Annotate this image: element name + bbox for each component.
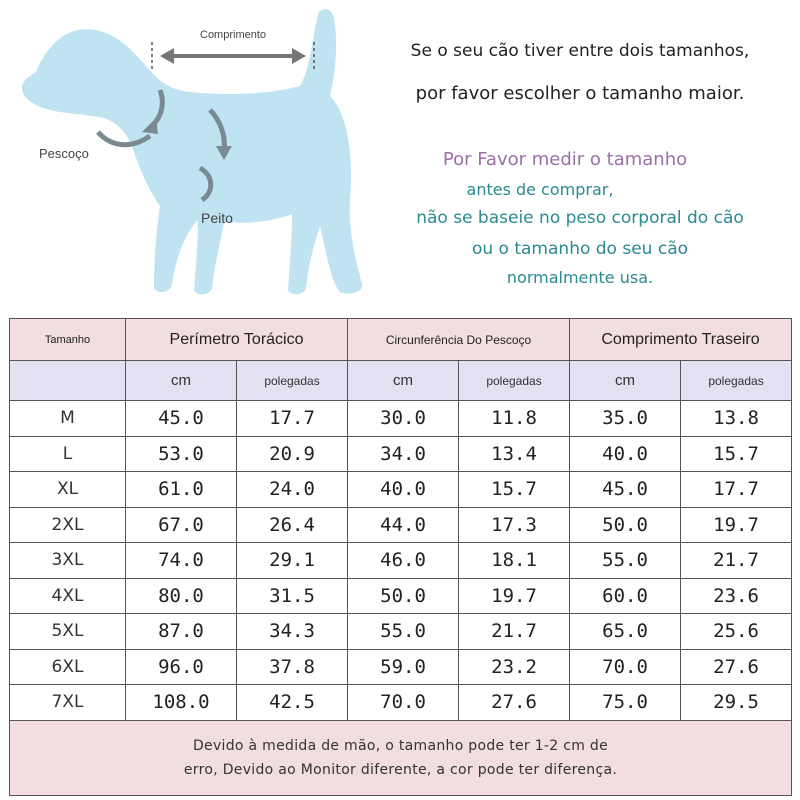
value-cell: 17.3 bbox=[459, 507, 570, 543]
value-cell: 50.0 bbox=[348, 578, 459, 614]
value-cell: 35.0 bbox=[570, 401, 681, 437]
value-cell: 61.0 bbox=[126, 472, 237, 508]
size-cell: 2XL bbox=[10, 507, 126, 543]
size-chart-table bbox=[9, 318, 792, 796]
value-cell: 40.0 bbox=[348, 472, 459, 508]
disclaimer-text bbox=[10, 720, 792, 795]
dog-measurement-diagram bbox=[0, 0, 380, 310]
value-cell: 45.0 bbox=[126, 401, 237, 437]
value-cell: 23.6 bbox=[681, 578, 792, 614]
value-cell: 60.0 bbox=[570, 578, 681, 614]
disclaimer-line-1: Devido à medida de mão, o tamanho pode ter 1-2 cm de bbox=[192, 737, 609, 754]
value-cell: 42.5 bbox=[237, 685, 348, 721]
value-cell: 17.7 bbox=[681, 472, 792, 508]
measure-note-4: normalmente usa. bbox=[506, 268, 654, 287]
value-cell: 18.1 bbox=[459, 543, 570, 579]
value-cell: 19.7 bbox=[459, 578, 570, 614]
unit-inches: polegadas bbox=[681, 361, 792, 401]
size-cell: 7XL bbox=[10, 685, 126, 721]
table-row bbox=[10, 436, 792, 472]
size-cell: 5XL bbox=[10, 614, 126, 650]
unit-header-row bbox=[10, 361, 792, 401]
table-row bbox=[10, 614, 792, 650]
value-cell: 65.0 bbox=[570, 614, 681, 650]
size-cell: 6XL bbox=[10, 649, 126, 685]
value-cell: 80.0 bbox=[126, 578, 237, 614]
unit-inches: polegadas bbox=[237, 361, 348, 401]
unit-cm: cm bbox=[126, 361, 237, 401]
value-cell: 70.0 bbox=[348, 685, 459, 721]
value-cell: 13.4 bbox=[459, 436, 570, 472]
value-cell: 40.0 bbox=[570, 436, 681, 472]
size-cell: L bbox=[10, 436, 126, 472]
value-cell: 34.3 bbox=[237, 614, 348, 650]
value-cell: 19.7 bbox=[681, 507, 792, 543]
unit-blank bbox=[10, 361, 126, 401]
disclaimer-line-2: erro, Devido ao Monitor diferente, a cor pode ter diferença. bbox=[183, 761, 618, 778]
value-cell: 24.0 bbox=[237, 472, 348, 508]
value-cell: 59.0 bbox=[348, 649, 459, 685]
table-row bbox=[10, 649, 792, 685]
table-row bbox=[10, 578, 792, 614]
value-cell: 30.0 bbox=[348, 401, 459, 437]
measure-note-3: ou o tamanho do seu cão bbox=[471, 239, 689, 259]
value-cell: 21.7 bbox=[459, 614, 570, 650]
value-cell: 55.0 bbox=[348, 614, 459, 650]
value-cell: 50.0 bbox=[570, 507, 681, 543]
value-cell: 15.7 bbox=[681, 436, 792, 472]
value-cell: 37.8 bbox=[237, 649, 348, 685]
value-cell: 45.0 bbox=[570, 472, 681, 508]
value-cell: 26.4 bbox=[237, 507, 348, 543]
value-cell: 29.1 bbox=[237, 543, 348, 579]
table-row bbox=[10, 401, 792, 437]
value-cell: 25.6 bbox=[681, 614, 792, 650]
value-cell: 23.2 bbox=[459, 649, 570, 685]
value-cell: 55.0 bbox=[570, 543, 681, 579]
unit-cm: cm bbox=[570, 361, 681, 401]
note-line-1: Se o seu cão tiver entre dois tamanhos, bbox=[410, 41, 750, 61]
measure-note-1: antes de comprar, bbox=[466, 180, 614, 199]
unit-cm: cm bbox=[348, 361, 459, 401]
value-cell: 27.6 bbox=[459, 685, 570, 721]
table-row bbox=[10, 685, 792, 721]
table-row bbox=[10, 472, 792, 508]
value-cell: 96.0 bbox=[126, 649, 237, 685]
unit-inches: polegadas bbox=[459, 361, 570, 401]
value-cell: 29.5 bbox=[681, 685, 792, 721]
value-cell: 46.0 bbox=[348, 543, 459, 579]
size-header: Tamanho bbox=[10, 319, 126, 361]
value-cell: 21.7 bbox=[681, 543, 792, 579]
value-cell: 17.7 bbox=[237, 401, 348, 437]
size-cell: XL bbox=[10, 472, 126, 508]
table-row bbox=[10, 507, 792, 543]
measure-note-2: não se baseie no peso corporal do cão bbox=[416, 208, 744, 228]
disclaimer-row bbox=[10, 720, 792, 795]
value-cell: 70.0 bbox=[570, 649, 681, 685]
size-cell: M bbox=[10, 401, 126, 437]
value-cell: 31.5 bbox=[237, 578, 348, 614]
size-cell: 4XL bbox=[10, 578, 126, 614]
value-cell: 108.0 bbox=[126, 685, 237, 721]
length-label: Comprimento bbox=[200, 29, 267, 41]
value-cell: 87.0 bbox=[126, 614, 237, 650]
note-line-2: por favor escolher o tamanho maior. bbox=[415, 83, 745, 104]
value-cell: 27.6 bbox=[681, 649, 792, 685]
value-cell: 13.8 bbox=[681, 401, 792, 437]
table-row bbox=[10, 543, 792, 579]
value-cell: 75.0 bbox=[570, 685, 681, 721]
value-cell: 20.9 bbox=[237, 436, 348, 472]
table-header-row bbox=[10, 319, 792, 361]
measure-note-purple: Por Favor medir o tamanho bbox=[442, 149, 688, 170]
size-cell: 3XL bbox=[10, 543, 126, 579]
neck-label: Pescoço bbox=[39, 146, 89, 161]
value-cell: 11.8 bbox=[459, 401, 570, 437]
value-cell: 67.0 bbox=[126, 507, 237, 543]
chest-label: Peito bbox=[201, 210, 233, 226]
value-cell: 15.7 bbox=[459, 472, 570, 508]
back-length-header: Comprimento Traseiro bbox=[570, 319, 792, 361]
value-cell: 53.0 bbox=[126, 436, 237, 472]
neck-header: Circunferência Do Pescoço bbox=[348, 319, 570, 361]
value-cell: 74.0 bbox=[126, 543, 237, 579]
chest-header: Perímetro Torácico bbox=[126, 319, 348, 361]
value-cell: 34.0 bbox=[348, 436, 459, 472]
value-cell: 44.0 bbox=[348, 507, 459, 543]
